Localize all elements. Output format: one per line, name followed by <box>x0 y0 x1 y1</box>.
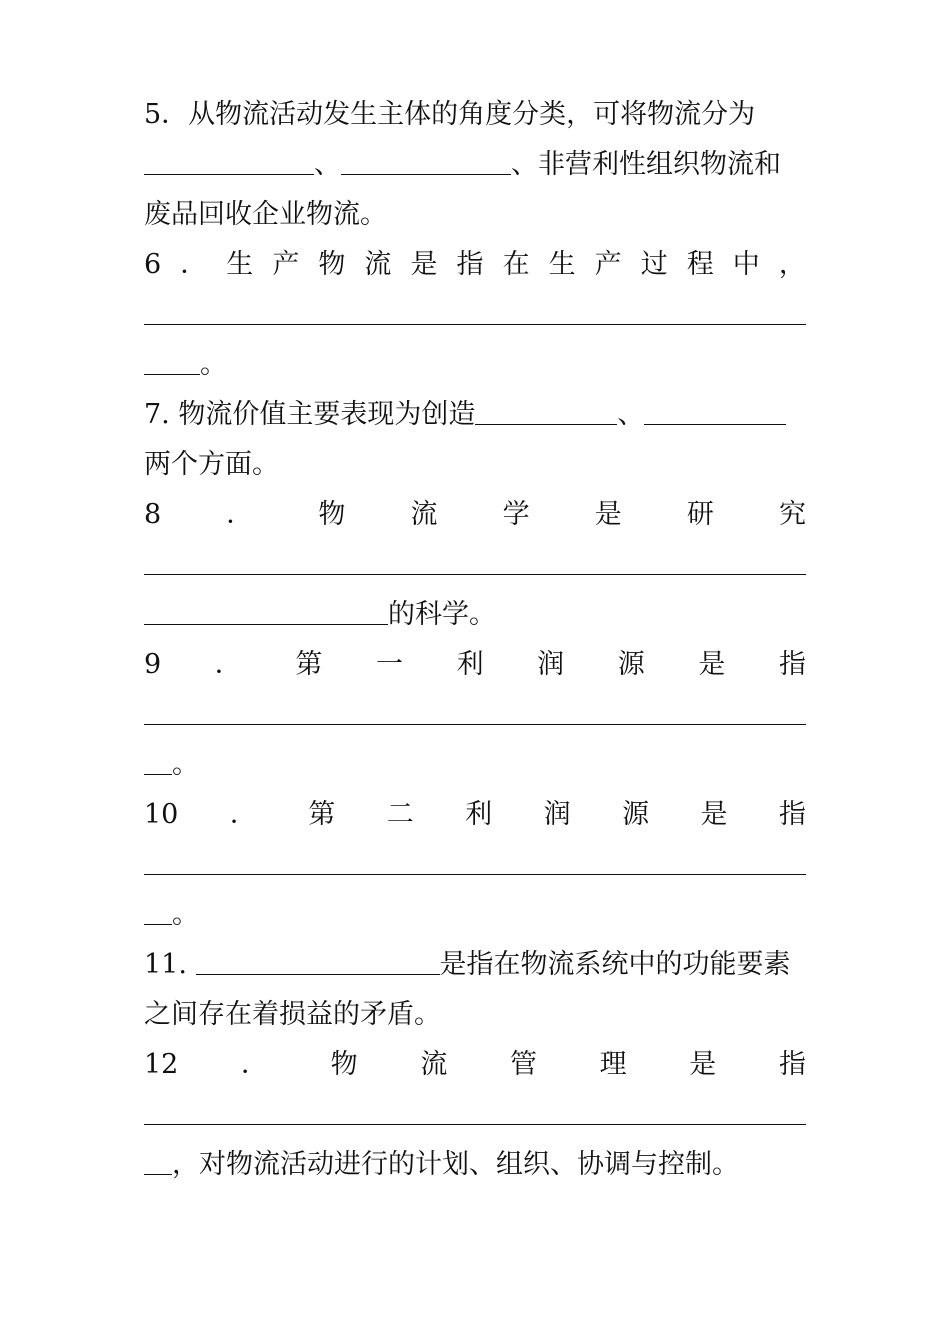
q6-char: 产 <box>594 249 622 280</box>
q7-line-1 <box>144 390 806 440</box>
q8-char: 流 <box>410 499 438 530</box>
q11-lead: 11. <box>144 949 196 980</box>
q11-line-1 <box>144 940 806 990</box>
q8-char: 物 <box>318 499 346 530</box>
q8-end: 的科学。 <box>388 599 496 630</box>
q12-char: 管 <box>509 1049 537 1080</box>
q6-char: 生 <box>548 249 576 280</box>
q9-char: 9 <box>144 649 162 680</box>
q10-char: 指 <box>778 799 806 830</box>
q8-blank-end[interactable] <box>144 624 388 625</box>
q11-line-2 <box>144 990 806 1040</box>
q12-char: 是 <box>689 1049 717 1080</box>
document-page <box>144 90 806 1190</box>
q9-line-2 <box>144 690 806 740</box>
q8-line-3 <box>144 590 806 640</box>
q10-char: 源 <box>622 799 650 830</box>
q10-char: 是 <box>700 799 728 830</box>
q10-line-3 <box>144 890 806 940</box>
q10-char: 二 <box>386 799 414 830</box>
q7-blank-1[interactable] <box>475 424 617 425</box>
q6-char: 生 <box>226 249 254 280</box>
q6-char: 过 <box>640 249 668 280</box>
q8-char: ． <box>226 499 254 530</box>
q6-char: 是 <box>410 249 438 280</box>
q5-line-2 <box>144 140 806 190</box>
q6-char: ， <box>778 249 806 280</box>
q10-char: 润 <box>543 799 571 830</box>
q8-char: 研 <box>686 499 714 530</box>
q10-char: 10 <box>144 799 179 830</box>
q10-char: ． <box>229 799 257 830</box>
q8-line-1 <box>144 490 806 540</box>
q6-char: 中 <box>732 249 760 280</box>
q8-char: 究 <box>778 499 806 530</box>
q7-end: 两个方面。 <box>144 449 279 480</box>
q5-blank-1[interactable] <box>144 174 314 175</box>
q6-end: 。 <box>200 349 227 380</box>
q10-char: 第 <box>308 799 336 830</box>
q5-line-1 <box>144 90 806 140</box>
q6-char: 流 <box>364 249 392 280</box>
q7-line-2 <box>144 440 806 490</box>
q6-blank-full[interactable] <box>144 324 806 325</box>
q6-line-2 <box>144 290 806 340</box>
q10-char: 利 <box>465 799 493 830</box>
q9-char: 第 <box>295 649 323 680</box>
q12-line-1 <box>144 1040 806 1090</box>
q8-char: 8 <box>144 499 162 530</box>
q12-char: 指 <box>778 1049 806 1080</box>
q10-blank-end[interactable] <box>144 924 172 925</box>
q12-blank-full[interactable] <box>144 1124 806 1125</box>
q9-char: 一 <box>375 649 403 680</box>
q12-char: 流 <box>420 1049 448 1080</box>
q12-line-3 <box>144 1140 806 1190</box>
q6-char: 程 <box>686 249 714 280</box>
q12-char: 12 <box>144 1049 179 1080</box>
q9-line-1 <box>144 640 806 690</box>
q9-line-3 <box>144 740 806 790</box>
q6-char: 在 <box>502 249 530 280</box>
q6-line-1 <box>144 240 806 290</box>
q12-blank-end[interactable] <box>144 1174 172 1175</box>
q10-line-1 <box>144 790 806 840</box>
q9-char: 是 <box>698 649 726 680</box>
q8-char: 是 <box>594 499 622 530</box>
q6-char: 物 <box>318 249 346 280</box>
q9-blank-end[interactable] <box>144 774 172 775</box>
q9-end: 。 <box>172 749 199 780</box>
q9-char: 源 <box>617 649 645 680</box>
q10-end: 。 <box>172 899 199 930</box>
q7-blank-2[interactable] <box>644 424 786 425</box>
q8-blank-full[interactable] <box>144 574 806 575</box>
q8-line-2 <box>144 540 806 590</box>
q6-blank-end[interactable] <box>144 374 200 375</box>
q11-tail: 是指在物流系统中的功能要素 <box>439 949 791 980</box>
q11-end: 之间存在着损益的矛盾。 <box>144 999 441 1030</box>
q10-line-2 <box>144 840 806 890</box>
q9-blank-full[interactable] <box>144 724 806 725</box>
q10-blank-full[interactable] <box>144 874 806 875</box>
q12-char: ． <box>241 1049 269 1080</box>
q5-text: 5．从物流活动发生主体的角度分类，可将物流分为 <box>144 99 756 130</box>
q6-char: 指 <box>456 249 484 280</box>
q9-char: 利 <box>456 649 484 680</box>
q12-end: ，对物流活动进行的计划、组织、协调与控制。 <box>172 1149 739 1180</box>
q5-blank-2[interactable] <box>341 174 511 175</box>
q6-char: ． <box>180 249 208 280</box>
q8-char: 学 <box>502 499 530 530</box>
q9-char: ． <box>214 649 242 680</box>
q11-blank[interactable] <box>196 974 440 975</box>
q5-line-3 <box>144 190 806 240</box>
q9-char: 指 <box>778 649 806 680</box>
q6-char: 产 <box>272 249 300 280</box>
q6-line-3 <box>144 340 806 390</box>
q7-sep: 、 <box>617 399 645 430</box>
q5-tail: 、非营利性组织物流和 <box>511 149 781 180</box>
q12-line-2 <box>144 1090 806 1140</box>
q9-char: 润 <box>537 649 565 680</box>
q12-char: 理 <box>599 1049 627 1080</box>
q5-sep: 、 <box>314 149 341 180</box>
q7-lead: 7. 物流价值主要表现为创造 <box>144 399 476 430</box>
q6-char: 6 <box>144 249 162 280</box>
q5-end: 废品回收企业物流。 <box>144 199 387 230</box>
q12-char: 物 <box>330 1049 358 1080</box>
